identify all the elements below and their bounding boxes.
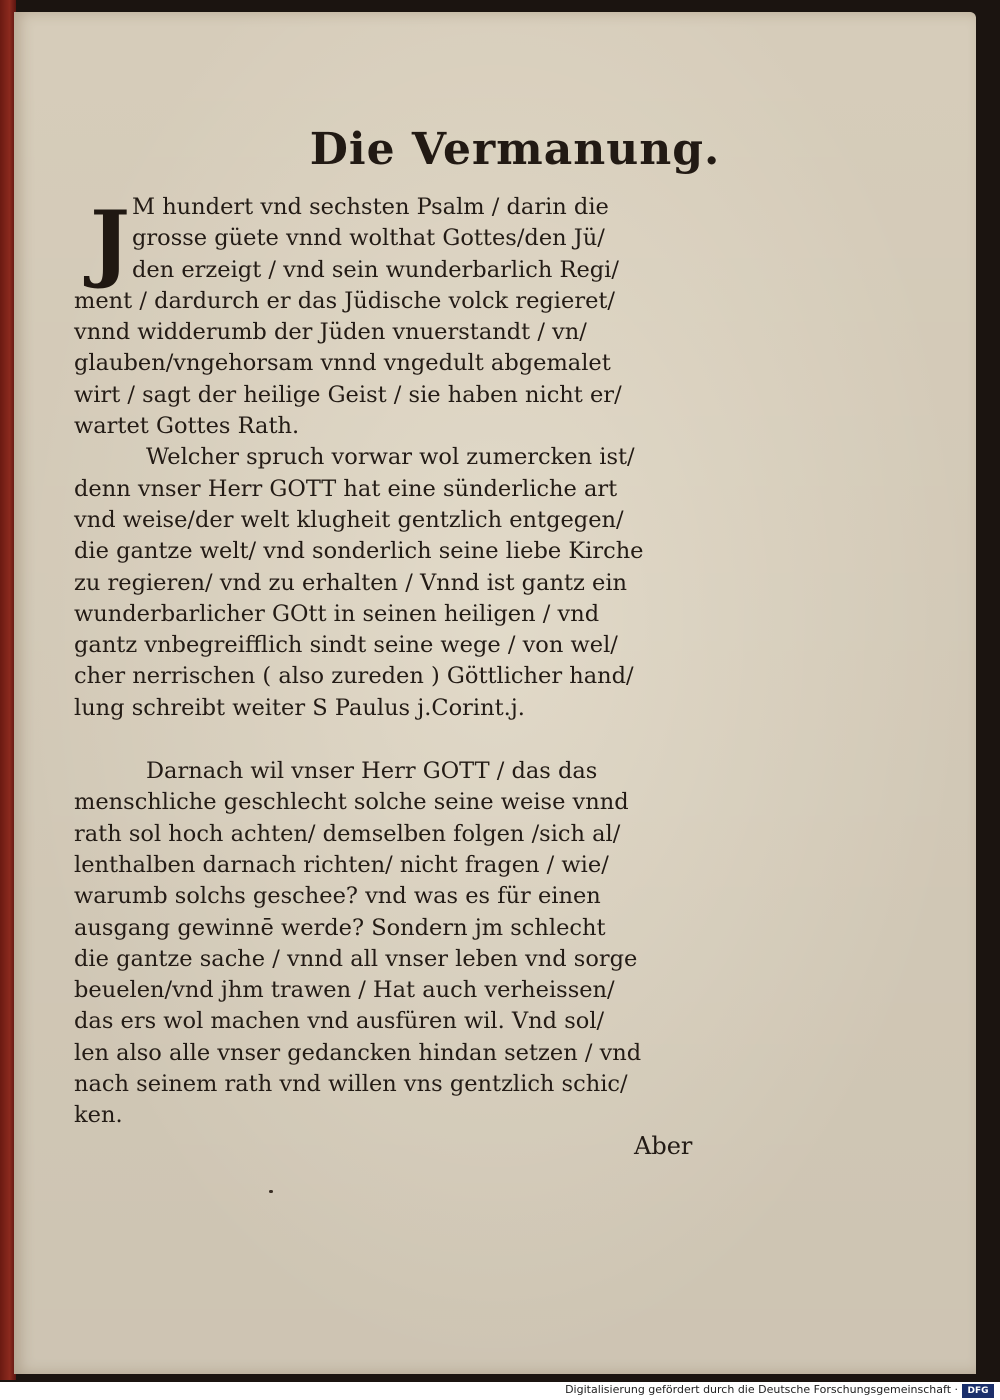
text-line: wirt / sagt der heilige Geist / sie haben nicht er/ (74, 381, 622, 408)
paragraph-2 (74, 442, 724, 724)
text-line: zu regieren/ vnd zu erhalten / Vnnd ist gantz ein (74, 569, 628, 596)
text-line: grosse güete vnnd wolthat Gottes/den Jü/ (132, 225, 605, 252)
text-line: wartet Gottes Rath. (74, 413, 300, 440)
text-line: M hundert vnd sechsten Psalm / darin die (132, 194, 609, 220)
body-text (74, 192, 724, 1132)
text-line: die gantze welt/ vnd sonderlich seine liebe Kirche (74, 538, 644, 565)
text-line: Welcher spruch vorwar wol zumercken ist/ (146, 444, 635, 471)
text-line: vnd weise/der welt klugheit gentzlich entgegen/ (74, 506, 624, 533)
text-line: ausgang gewinnē werde? Sondern jm schlecht (74, 914, 606, 941)
text-line: glauben/vngehorsam vnnd vngedult abgemalet (74, 350, 611, 377)
text-line: ken. (74, 1102, 123, 1129)
paragraph-gap (74, 724, 724, 756)
paragraph-1 (74, 192, 724, 442)
text-line: wunderbarlicher GOtt in seinen heiligen / vnd (74, 600, 600, 627)
text-line: vnnd widderumb der Jüden vnuerstandt / vn/ (74, 319, 587, 346)
text-line: nach seinem rath vnd willen vns gentzlich schic/ (74, 1071, 628, 1098)
dfg-logo-icon: DFG (962, 1384, 994, 1398)
footer-credit: Digitalisierung gefördert durch die Deutsche Forschungsgemeinschaft · (565, 1383, 958, 1396)
text-line: cher nerrischen ( also zureden ) Göttlicher hand/ (74, 663, 634, 690)
paragraph-3 (74, 756, 724, 1132)
text-line: lung schreibt weiter S Paulus j.Corint.j. (74, 694, 525, 721)
text-line: lenthalben darnach richten/ nicht fragen / wie/ (74, 851, 609, 878)
page-title: Die Vermanung. (309, 124, 721, 175)
text-line: len also alle vnser gedancken hindan setzen / vnd (74, 1039, 642, 1066)
text-line: menschliche geschlecht solche seine weise vnnd (74, 789, 629, 816)
text-line: den erzeigt / vnd sein wunderbarlich Regi/ (132, 256, 619, 283)
text-line: das ers wol machen vnd ausfüren wil. Vnd sol/ (74, 1008, 605, 1035)
text-line: Darnach wil vnser Herr GOTT / das das (146, 758, 598, 785)
book-page (14, 12, 976, 1374)
text-line: warumb solchs geschee? vnd was es für einen (74, 883, 601, 910)
catchword: Aber (634, 1132, 693, 1160)
text-line: gantz vnbegreifflich sindt seine wege / von wel/ (74, 632, 618, 659)
text-line: rath sol hoch achten/ demselben folgen /sich al/ (74, 820, 621, 847)
drop-cap-initial: J (90, 192, 130, 291)
text-line: die gantze sache / vnnd all vnser leben vnd sorge (74, 945, 638, 972)
text-line: beuelen/vnd jhm trawen / Hat auch verheissen/ (74, 977, 615, 1004)
text-line: ment / dardurch er das Jüdische volck regieret/ (74, 287, 616, 314)
ink-speck (269, 1190, 273, 1193)
text-line: denn vnser Herr GOTT hat eine sünderliche art (74, 475, 618, 502)
